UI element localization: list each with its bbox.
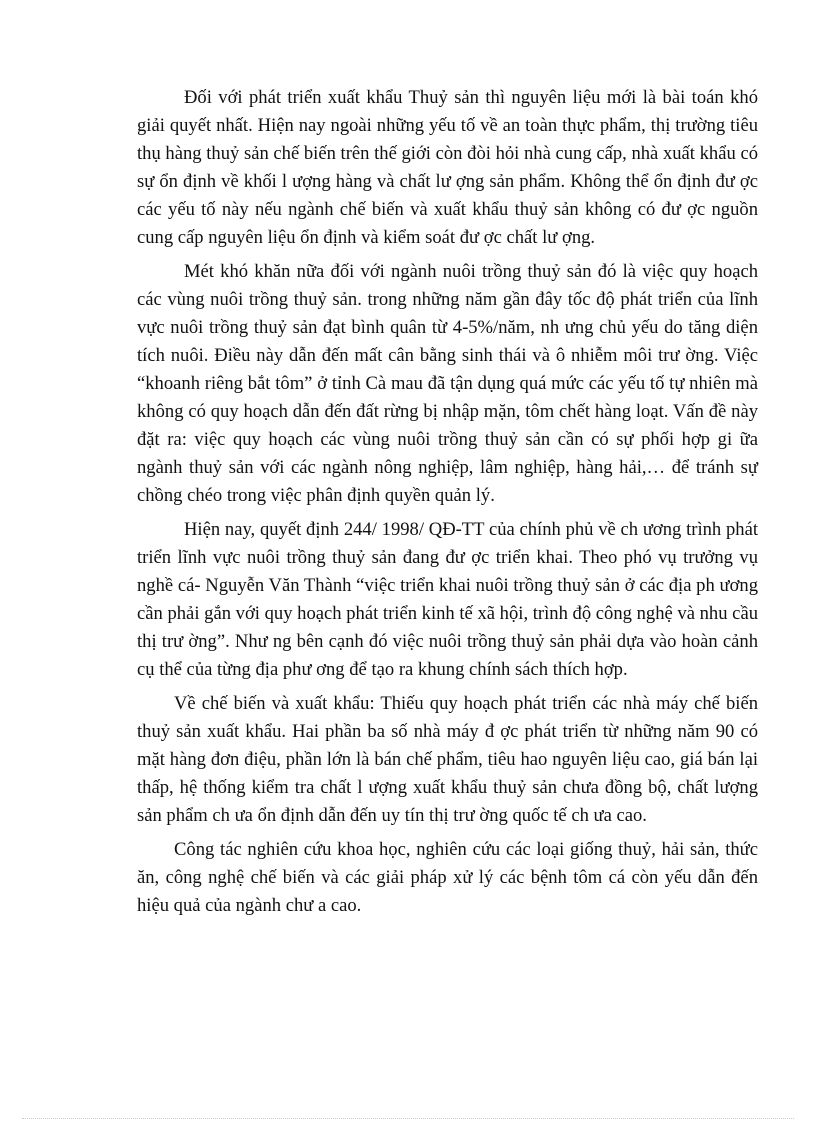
paragraph-aquaculture-planning: Mét khó khăn nữa đối với ngành nuôi trồng thuỷ sản đó là việc quy hoạch các vùng nuôi trồng thuỷ sản. trong những năm gần đây tốc độ phát triển của lĩnh vực nuôi trồng thuỷ sản đạt bình quân từ 4-5%/năm, nh ưng chủ yếu do tăng diện tích nuôi. Điều này dẫn đến mất cân bằng sinh thái và ô nhiễm môi trư ờng. Việc “khoanh riêng bắt tôm” ở tỉnh Cà mau đã tận dụng quá mức các yếu tố tự nhiên mà không có quy hoạch dẫn đến đất rừng bị nhập mặn, tôm chết hàng loạt. Vấn đề này đặt ra: việc quy hoạch các vùng nuôi trồng thuỷ sản cần có sự phối hợp gi ữa ngành thuỷ sản với các ngành nông nghiệp, lâm nghiệp, hàng hải,… để tránh sự chồng chéo trong việc phân định quyền quản lý. bbox=[137, 261, 758, 506]
document-body bbox=[137, 84, 758, 926]
paragraph-research: Công tác nghiên cứu khoa học, nghiên cứu các loại giống thuỷ, hải sản, thức ăn, công nghệ chế biến và các giải pháp xử lý các bệnh tôm cá còn yếu dẫn đến hiệu quả của ngành chư a cao. bbox=[137, 839, 758, 916]
paragraph-raw-materials: Đối với phát triển xuất khẩu Thuỷ sản thì nguyên liệu mới là bài toán khó giải quyết nhất. Hiện nay ngoài những yếu tố về an toàn thực phẩm, thị trường tiêu thụ hàng thuỷ sản chế biến trên thế giới còn đòi hỏi nhà cung cấp, nhà xuất khẩu có sự ổn định về khối l ượng hàng và chất lư ợng sản phẩm. Không thể ổn định đư ợc các yếu tố này nếu ngành chế biến và xuất khẩu thuỷ sản không có đư ợc nguồn cung cấp nguyên liệu ổn định và kiểm soát đư ợc chất lư ợng. bbox=[137, 87, 758, 248]
paragraph-government-decision: Hiện nay, quyết định 244/ 1998/ QĐ-TT của chính phủ về ch ương trình phát triển lĩnh vực nuôi trồng thuỷ sản đang đư ợc triển khai. Theo phó vụ trưởng vụ nghề cá- Nguyễn Văn Thành “việc triển khai nuôi trồng thuỷ sản ở các địa ph ương cần phải gắn với quy hoạch phát triển kinh tế xã hội, trình độ công nghệ và nhu cầu thị trư ờng”. Như ng bên cạnh đó việc nuôi trồng thuỷ sản phải dựa vào hoàn cảnh cụ thể của từng địa phư ơng để tạo ra khung chính sách thích hợp. bbox=[137, 519, 758, 680]
paragraph-processing-export: Về chế biến và xuất khẩu: Thiếu quy hoạch phát triển các nhà máy chế biến thuỷ sản xuất khẩu. Hai phần ba số nhà máy đ ợc phát triển từ những năm 90 có mặt hàng đơn điệu, phần lớn là bán chế phẩm, tiêu hao nguyên liệu cao, giá bán lại thấp, hệ thống kiểm tra chất l ượng xuất khẩu thuỷ sản chưa đồng bộ, chất lượng sản phẩm ch ưa ổn định dẫn đến uy tín thị trư ờng quốc tế ch ưa cao. bbox=[137, 693, 758, 826]
page-bottom-divider bbox=[22, 1118, 794, 1119]
